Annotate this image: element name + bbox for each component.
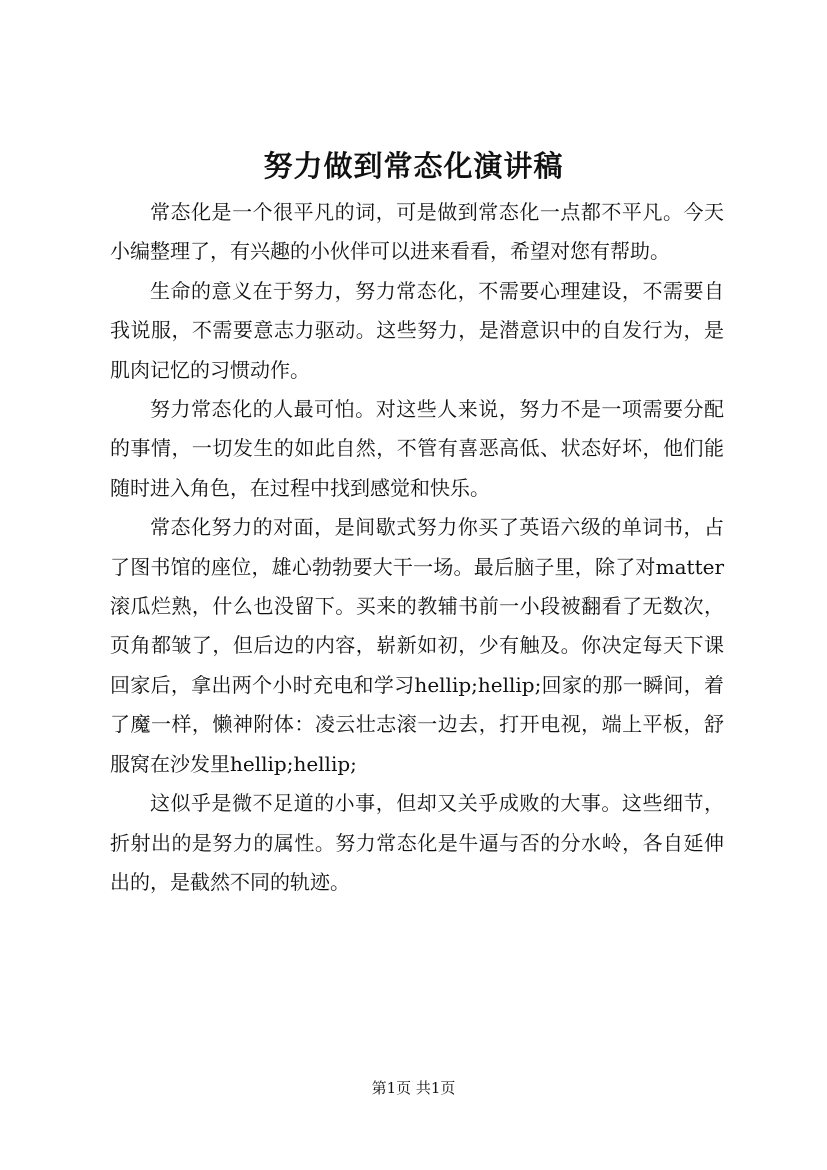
paragraph: 这似乎是微不足道的小事，但却又关乎成败的大事。这些细节，折射出的是努力的属性。努力常态化是牛逼与否的分水岭，各自延伸出的，是截然不同的轨迹。: [110, 791, 724, 894]
paragraph: 常态化努力的对面，是间歇式努力你买了英语六级的单词书，占了图书馆的座位，雄心勃勃要大干一场。最后脑子里，除了对matter滚瓜烂熟，什么也没留下。买来的教辅书前一小段被翻看了无数次，页角都皱了，但后边的内容，崭新如初，少有触及。你决定每天下课回家后，拿出两个小时充电和学习hellip;hellip;回家的那一瞬间，着了魔一样，懒神附体：凌云壮志滚一边去，打开电视，端上平板，舒服窝在沙发里hellip;hellip;: [110, 515, 724, 776]
document-body: [110, 193, 724, 902]
paragraph: 生命的意义在于努力，努力常态化，不需要心理建设，不需要自我说服，不需要意志力驱动。这些努力，是潜意识中的自发行为，是肌肉记忆的习惯动作。: [110, 278, 724, 382]
page-footer: 第1页 共1页: [371, 1079, 456, 1097]
paragraph: 常态化是一个很平凡的词，可是做到常态化一点都不平凡。今天小编整理了，有兴趣的小伙伴可以进来看看，希望对您有帮助。: [110, 200, 724, 264]
document-title: 努力做到常态化演讲稿: [263, 149, 564, 183]
paragraph: 努力常态化的人最可怕。对这些人来说，努力不是一项需要分配的事情，一切发生的如此自然，不管有喜恶高低、状态好坏，他们能随时进入角色，在过程中找到感觉和快乐。: [110, 397, 724, 500]
